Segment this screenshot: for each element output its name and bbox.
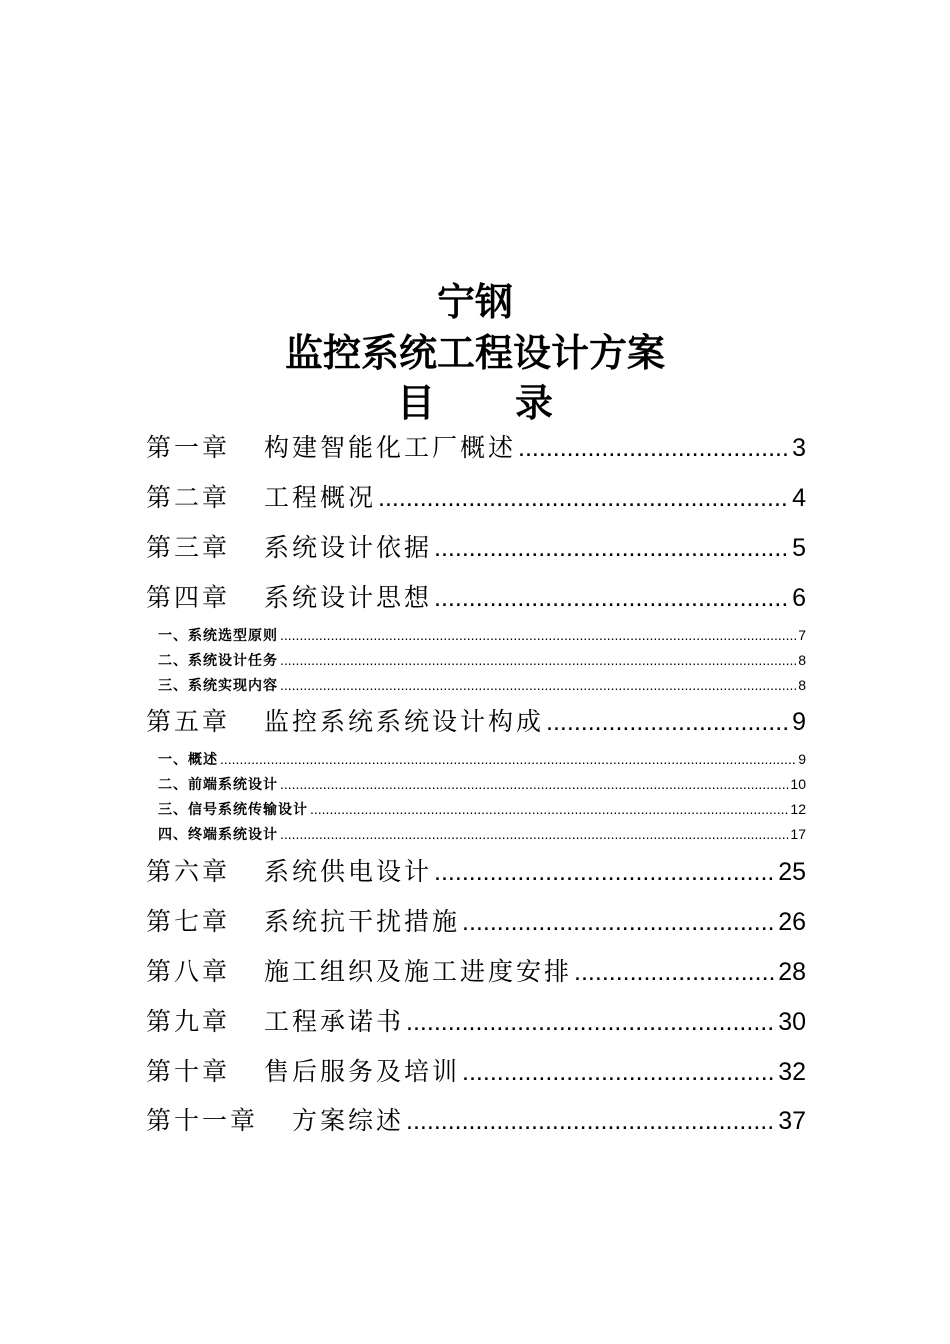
toc-chapter: 第五章	[146, 707, 231, 736]
toc-page-number: 5	[792, 534, 806, 562]
toc-entry-title: 工程概况	[264, 483, 377, 512]
toc-subentry[interactable]	[146, 625, 806, 645]
toc-leader	[280, 650, 796, 670]
toc-leader	[280, 774, 788, 794]
document-title-line2: 监控系统工程设计方案	[284, 331, 665, 375]
toc-heading-a: 目	[396, 381, 435, 425]
toc-leader	[378, 481, 790, 515]
toc-subentry-title: 二、系统设计任务	[158, 653, 278, 669]
toc-entry-title: 系统供电设计	[264, 857, 433, 886]
document-title-line1: 宁钢	[436, 280, 513, 324]
toc-entry-title: 监控系统系统设计构成	[264, 707, 545, 736]
toc-subentry[interactable]	[146, 799, 806, 819]
toc-subentry-title: 三、信号系统传输设计	[158, 802, 308, 818]
toc-entry[interactable]	[146, 1005, 806, 1039]
toc-page-number: 4	[792, 484, 806, 512]
toc-chapter: 第十一章	[146, 1106, 259, 1135]
toc-heading	[0, 380, 950, 426]
toc-entry-title: 方案综述	[292, 1106, 405, 1135]
toc-page-number: 9	[792, 708, 806, 736]
toc-entry-title: 构建智能化工厂概述	[264, 433, 517, 462]
toc-subentry-title: 四、终端系统设计	[158, 827, 278, 843]
toc-page-number: 28	[778, 958, 806, 986]
toc-subentry[interactable]	[146, 824, 806, 844]
toc-page-number: 10	[790, 776, 806, 792]
toc-entry[interactable]	[146, 581, 806, 615]
toc-chapter: 第三章	[146, 533, 231, 562]
toc-page-number: 26	[778, 908, 806, 936]
toc-entry-title: 施工组织及施工进度安排	[264, 957, 573, 986]
toc-entry[interactable]	[146, 855, 806, 889]
toc-chapter: 第七章	[146, 907, 231, 936]
toc-page-number: 3	[792, 434, 806, 462]
toc-chapter: 第一章	[146, 433, 231, 462]
toc-leader	[406, 1104, 776, 1138]
toc-page-number: 9	[798, 751, 806, 767]
toc-entry-title: 售后服务及培训	[264, 1057, 461, 1086]
toc-subentry-title: 一、概述	[158, 752, 218, 768]
toc-leader	[434, 581, 790, 615]
toc-page-number: 12	[790, 801, 806, 817]
toc-page-number: 30	[778, 1008, 806, 1036]
toc-entry-title: 工程承诺书	[264, 1007, 405, 1036]
toc-subentry[interactable]	[146, 650, 806, 670]
toc-leader	[280, 824, 788, 844]
toc-chapter: 第四章	[146, 583, 231, 612]
toc-leader	[546, 705, 790, 739]
toc-page-number: 6	[792, 584, 806, 612]
toc-leader	[310, 799, 788, 819]
toc-entry[interactable]	[146, 905, 806, 939]
toc-leader	[434, 531, 790, 565]
toc-entry[interactable]	[146, 1055, 806, 1089]
toc-entry[interactable]	[146, 955, 806, 989]
toc-chapter: 第二章	[146, 483, 231, 512]
toc-heading-b: 录	[515, 381, 554, 425]
toc-subentry-title: 一、系统选型原则	[158, 628, 278, 644]
toc-leader	[406, 1005, 776, 1039]
toc-entry-title: 系统抗干扰措施	[264, 907, 461, 936]
toc-entry[interactable]	[146, 481, 806, 515]
toc-page-number: 8	[798, 677, 806, 693]
toc-entry-title: 系统设计思想	[264, 583, 433, 612]
toc-subentry[interactable]	[146, 749, 806, 769]
toc-leader	[462, 1055, 776, 1089]
toc-entry[interactable]	[146, 431, 806, 465]
toc-subentry[interactable]	[146, 774, 806, 794]
toc-leader	[574, 955, 776, 989]
toc-chapter: 第六章	[146, 857, 231, 886]
toc-leader	[462, 905, 776, 939]
toc-leader	[434, 855, 776, 889]
toc-entry[interactable]	[146, 1104, 806, 1138]
toc-leader	[280, 625, 796, 645]
toc-subentry-title: 二、前端系统设计	[158, 777, 278, 793]
toc-chapter: 第九章	[146, 1007, 231, 1036]
toc-page-number: 37	[778, 1107, 806, 1135]
toc-entry-title: 系统设计依据	[264, 533, 433, 562]
toc-page-number: 8	[798, 652, 806, 668]
toc-chapter: 第八章	[146, 957, 231, 986]
toc-leader	[280, 675, 796, 695]
toc-leader	[518, 431, 790, 465]
toc-leader	[220, 749, 796, 769]
toc-page-number: 17	[790, 826, 806, 842]
toc-chapter: 第十章	[146, 1057, 231, 1086]
toc-subentry[interactable]	[146, 675, 806, 695]
toc-entry[interactable]	[146, 531, 806, 565]
toc-page-number: 25	[778, 858, 806, 886]
toc-page-number: 7	[798, 627, 806, 643]
toc-entry[interactable]	[146, 705, 806, 739]
toc-subentry-title: 三、系统实现内容	[158, 678, 278, 694]
toc-page-number: 32	[778, 1058, 806, 1086]
